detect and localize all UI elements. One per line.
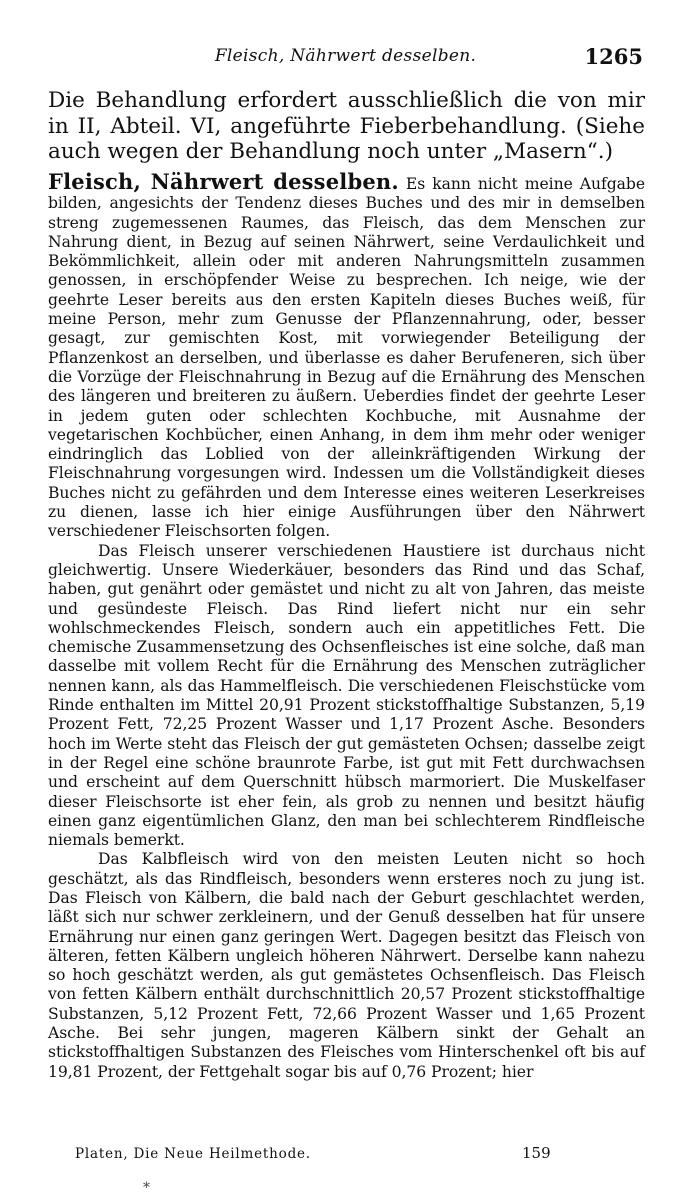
page-number: 1265: [584, 44, 643, 69]
sheet-number: 159: [522, 1144, 551, 1162]
paragraph-beef: Das Fleisch unserer verschiedenen Haustiere ist durchaus nicht gleichwertig. Unsere Wiederkäuer, besonders das Rind und das Schaf, haben, gut genährt oder gemästet und nicht zu alt von Jahren, das meiste und gesündeste Fleisch. Das Rind liefert nicht nur ein sehr wohlschmeckendes Fleisch, sondern auch ein appetitliches Fett. Die chemische Zusammensetzung des Ochsenfleisches ist eine solche, daß man dasselbe mit vollem Recht für die Ernährung des Menschen zuträglicher nennen kann, als das Hammelfleisch. Die verschiedenen Fleischstücke vom Rinde enthalten im Mittel 20,91 Prozent stickstoffhaltige Substanzen, 5,19 Prozent Fett, 72,25 Prozent Wasser und 1,17 Prozent Asche. Besonders hoch im Werte steht das Fleisch der gut gemästeten Ochsen; dasselbe zeigt in der Regel eine schöne braunrote Farbe, ist gut mit Fett durchwachsen und erscheint auf dem Querschnitt hübsch marmoriert. Die Muskelfaser dieser Fleischsorte ist eher fein, als grob zu nennen und besitzt häufig einen ganz eigentümlichen Glanz, den man bei schlechterem Rindfleische niemals bemerkt.: [48, 541, 645, 850]
bottom-mark: *: [143, 1180, 150, 1196]
running-head: Fleisch, Nährwert desselben.: [214, 46, 477, 66]
page-header: [48, 44, 643, 74]
intro-paragraph: Die Behandlung erfordert ausschließlich die von mir in II, Abteil. VI, angeführte Fieberbehandlung. (Siehe auch wegen der Behandlung noch unter „Masern“.): [48, 88, 645, 164]
section-paragraph: [48, 169, 646, 542]
footer-imprint: Platen, Die Neue Heilmethode.: [75, 1146, 311, 1162]
article-body: [48, 169, 646, 1082]
section-lead-text: Es kann nicht meine Aufgabe bilden, angesichts der Tendenz dieses Buches und des mir in demselben streng zugemessenen Raumes, das Fleisch, das dem Menschen zur Nahrung dient, in Bezug auf seinen Nährwert, seine Verdaulichkeit und Bekömmlichkeit, allein oder mit anderen Nahrungsmitteln zusammen genossen, in erschöpfender Weise zu besprechen. Ich neige, wie der geehrte Leser bereits aus den ersten Kapiteln dieses Buches weiß, für meine Person, mehr zum Genusse der Pflanzennahrung, oder, besser gesagt, zur gemischten Kost, mit vorwiegender Beteiligung der Pflanzenkost an derselben, und überlasse es daher Berufeneren, sich über die Vorzüge der Fleischnahrung in Bezug auf die Ernährung des Menschen des längeren und breiteren zu äußern. Ueberdies findet der geehrte Leser in jedem guten oder schlechten Kochbuche, mit Ausnahme der vegetarischen Kochbücher, einen Anhang, in dem ihm mehr oder weniger eindringlich das Loblied von der alleinkräftigenden Wirkung der Fleischnahrung vorgesungen wird. Indessen um die Vollständigkeit dieses Buches nicht zu gefährden und dem Interesse eines weiteren Leserkreises zu dienen, lasse ich hier einige Ausführungen über den Nährwert verschiedener Fleischsorten folgen.: [48, 175, 646, 541]
section-title: Fleisch, Nährwert desselben.: [48, 169, 399, 194]
page-footer: [75, 1144, 643, 1166]
paragraph-veal: Das Kalbfleisch wird von den meisten Leuten nicht so hoch geschätzt, als das Rindfleisch, besonders wenn ersteres noch zu jung ist. Das Fleisch von Kälbern, die bald nach der Geburt geschlachtet werden, läßt sich nur schwer zerkleinern, und der Genuß desselben hat für unsere Ernährung nur einen ganz geringen Wert. Dagegen besitzt das Fleisch von älteren, fetten Kälbern ungleich höheren Nährwert. Derselbe kann nahezu so hoch geschätzt werden, als gut gemästetes Ochsenfleisch. Das Fleisch von fetten Kälbern enthält durchschnittlich 20,57 Prozent stickstoffhaltige Substanzen, 5,12 Prozent Fett, 72,66 Prozent Wasser und 1,65 Prozent Asche. Bei sehr jungen, mageren Kälbern sinkt der Gehalt an stickstoffhaltigen Substanzen des Fleisches vom Hinterschenkel oft bis auf 19,81 Prozent, der Fettgehalt sogar bis auf 0,76 Prozent; hier: [48, 850, 645, 1081]
